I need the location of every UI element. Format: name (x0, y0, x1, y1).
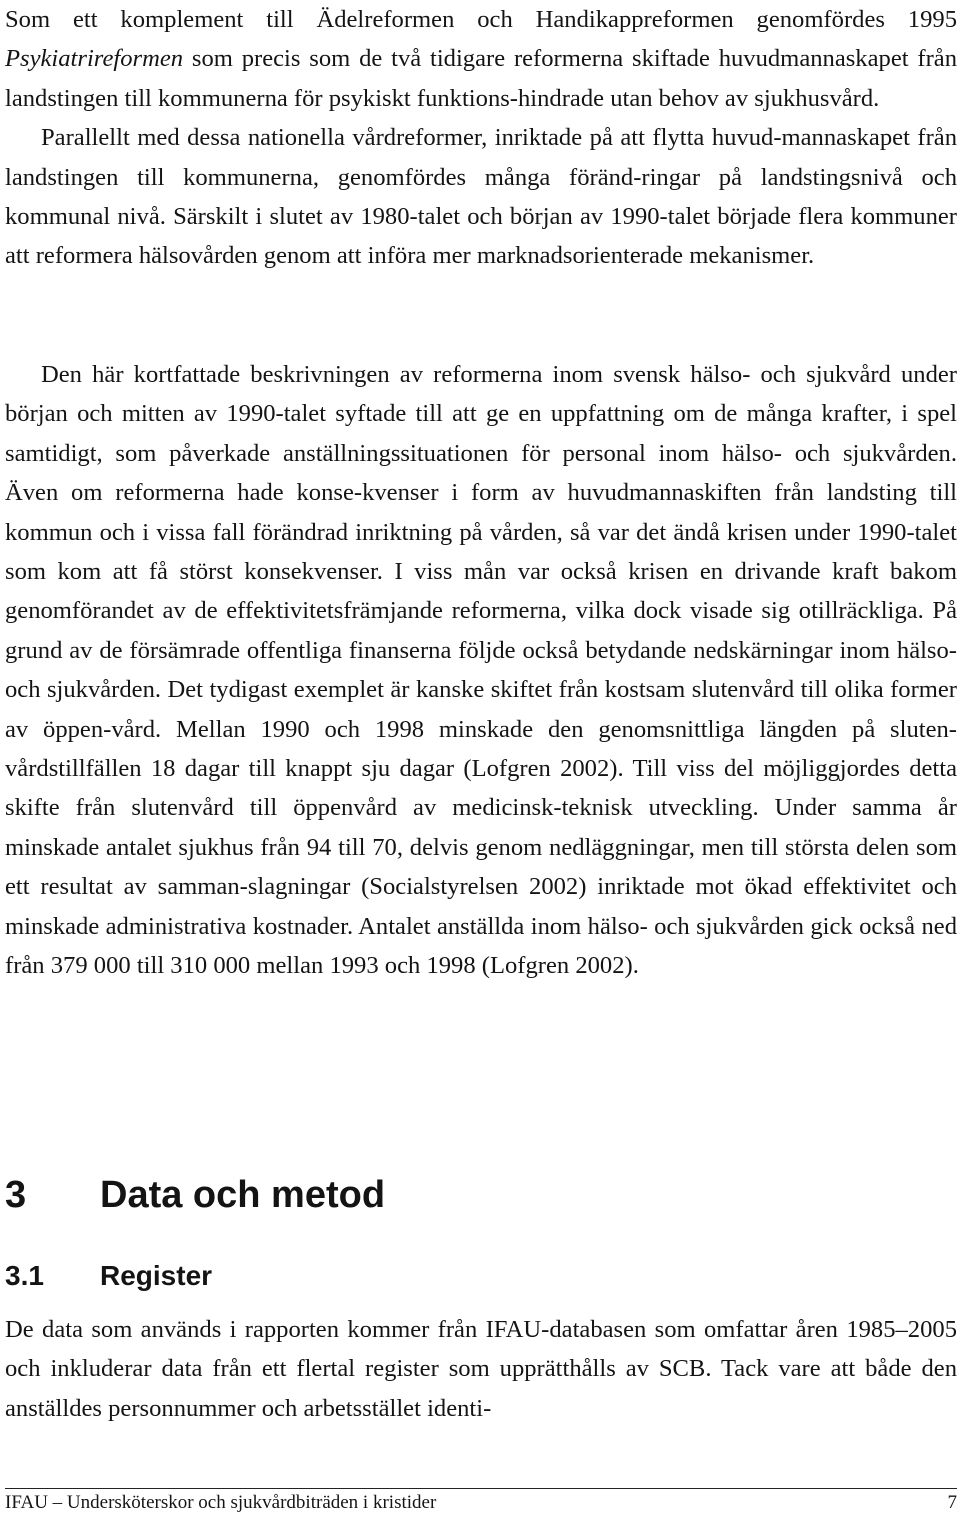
section-number: 3 (5, 1174, 27, 1216)
reform-name-italic: Psykiatrireformen (5, 45, 184, 73)
paragraph-1-lead: Som ett komplement till Ädelreformen och Handikappreformen genomfördes 1995 (5, 6, 957, 33)
paragraph-1 (5, 0, 957, 118)
text-block-2 (5, 355, 957, 986)
section-heading (5, 1168, 385, 1222)
subsection-title: Register (100, 1260, 213, 1291)
subsection-number: 3.1 (5, 1260, 44, 1291)
paragraph-1-rest: som precis som de två tidigare reformerna skiftade huvudmannaskapet från landstingen till kommunerna för psykiskt funktions-hindrade utan behov av sjukhusvård. (5, 45, 957, 112)
footer-divider (5, 1488, 957, 1489)
subsection-heading (5, 1256, 212, 1296)
section-title: Data och metod (100, 1174, 386, 1216)
paragraph-2: Parallellt med dessa nationella vårdreformer, inriktade på att flytta huvud-mannaskapet från landstingen till kommunerna, genomfördes många föränd-ringar på landstingsnivå och kommunal nivå. Särskilt i slutet av 1980-talet och början av 1990-talet började flera kommuner att reformera hälsovården genom att införa mer marknadsorienterade mekanismer. (5, 124, 957, 270)
text-block-1 (5, 0, 957, 276)
page-number: 7 (947, 1492, 957, 1513)
paragraph-3: Den här kortfattade beskrivningen av reformerna inom svensk hälso- och sjukvård under början och mitten av 1990-talet syftade till att ge en uppfattning om de många krafter, i spel samtidigt, som påverkade anställningssituationen för personal inom hälso- och sjukvården. Även om reformerna hade konse-kvenser i form av huvudmannaskiften från landsting till kommun och i vissa fall förändrad inriktning på vården, så var det ändå krisen under 1990-talet som kom att få störst konsekvenser. I viss mån var också krisen en drivande kraft bakom genomförandet av de effektivitetsfrämjande reformerna, vilka dock visade sig otillräckliga. På grund av de försämrade offentliga finanserna följde också betydande nedskärningar inom hälso- och sjukvården. Det tydigast exemplet är kanske skiftet från kostsam slutenvård till olika former av öppen-vård. Mellan 1990 och 1998 minskade den genomsnittliga längden på sluten-vårdstillfällen 18 dagar till knappt sju dagar (Lofgren 2002). Till viss del möjliggjordes detta skifte från slutenvård till öppenvård av medicinsk-teknisk utveckling. Under samma år minskade antalet sjukhus från 94 till 70, delvis genom nedläggningar, men till största delen som ett resultat av samman-slagningar (Socialstyrelsen 2002) inriktade mot ökad effektivitet och minskade administrativa kostnader. Antalet anställda inom hälso- och sjukvården gick också ned från 379 000 till 310 000 mellan 1993 och 1998 (Lofgren 2002). (5, 361, 957, 980)
paragraph-4: De data som används i rapporten kommer från IFAU-databasen som omfattar åren 1985–2005 och inkluderar data från ett flertal register som upprätthålls av SCB. Tack vare att både den anställdes personnummer och arbetsstället identi- (5, 1316, 957, 1422)
footer-title: IFAU – Undersköterskor och sjukvårdbiträden i kristider (5, 1492, 437, 1513)
text-block-3 (5, 1310, 957, 1428)
page-footer (5, 1490, 957, 1516)
